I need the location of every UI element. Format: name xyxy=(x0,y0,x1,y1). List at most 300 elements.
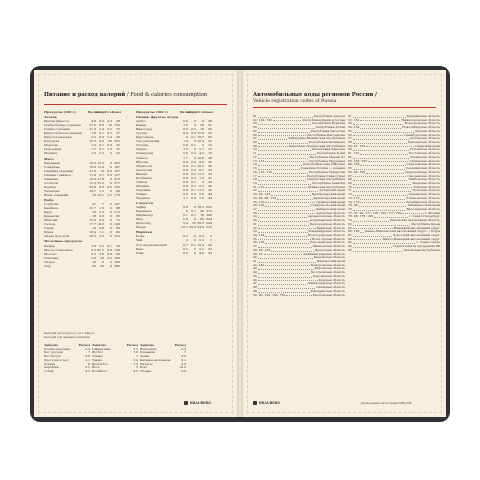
region-list-right xyxy=(348,115,440,253)
region-code: 18 xyxy=(253,177,257,182)
food-section-heading: Зелень xyxy=(44,115,57,120)
activity-table xyxy=(44,344,228,374)
region-code: 44 xyxy=(253,270,257,275)
region-code: 12 xyxy=(253,154,257,159)
food-value: 15 xyxy=(208,143,212,148)
activity-cell: Пилатес xyxy=(140,361,153,366)
region-code: 34, 134 xyxy=(253,233,265,237)
vehicle-title-en: Vehicle registration codes of Russia xyxy=(253,99,337,104)
food-value: 0 xyxy=(194,147,196,152)
food-value: 21.6 xyxy=(89,168,96,173)
food-header-cell: Угл. xyxy=(104,110,112,114)
food-value: 0.5 xyxy=(191,183,196,188)
food-name: Малина xyxy=(136,183,149,188)
food-value: 4.8 xyxy=(107,251,112,256)
food-value: 12 xyxy=(100,168,104,173)
food-value: 90 xyxy=(116,188,120,193)
activity-cell: Лыжи xyxy=(140,354,150,359)
food-value: 21 xyxy=(92,202,96,207)
region-code: 39, 91 xyxy=(253,251,263,256)
food-name: Минтай xyxy=(44,218,57,223)
region-name: Республика Адыгея xyxy=(313,114,345,118)
activity-cell: Прогулка в лесу xyxy=(44,357,70,362)
food-value: 15.9 xyxy=(89,218,96,223)
activity-header-cell: Расход xyxy=(174,343,186,347)
food-value: 1.4 xyxy=(183,139,188,144)
region-code: 86, 186 xyxy=(348,229,360,234)
dot-leader xyxy=(353,249,403,252)
region-name: Курганская область xyxy=(313,273,345,278)
dot-leader xyxy=(258,152,316,155)
region-name: Челябинская область xyxy=(405,199,440,204)
food-value: 0.8 xyxy=(183,191,188,196)
region-code: 94 xyxy=(348,244,352,249)
dot-leader xyxy=(353,137,409,140)
food-value: 16 xyxy=(92,192,96,197)
region-code: 43 xyxy=(253,266,257,271)
dot-leader xyxy=(258,275,312,278)
region-code: 02, 102, 702 xyxy=(253,117,273,122)
activity-cell: 5.2 xyxy=(181,346,186,351)
food-value: 0.9 xyxy=(99,218,104,223)
activity-header-cell: Расход xyxy=(78,343,90,347)
dot-leader xyxy=(258,163,302,166)
dot-leader xyxy=(366,145,414,148)
dot-leader xyxy=(360,152,407,155)
region-name: Вологодская область xyxy=(311,236,345,241)
food-value: 29.9 xyxy=(189,225,196,230)
region-code: 06 xyxy=(253,132,257,137)
region-name: Республика Крым xyxy=(411,221,440,226)
food-name: Сельдь xyxy=(44,222,56,227)
food-name: Морковь xyxy=(44,143,59,148)
region-name: Смоленская область xyxy=(407,173,440,178)
food-row xyxy=(44,234,120,238)
food-value: 0.5 xyxy=(191,171,196,176)
region-name: Удмуртская Республика xyxy=(306,177,345,182)
food-table-left xyxy=(44,110,120,268)
dot-leader xyxy=(271,193,311,196)
food-value: 0.1 xyxy=(191,143,196,148)
food-value: 0 xyxy=(194,250,196,255)
food-value: 0 xyxy=(186,209,188,214)
food-value: 1.1 xyxy=(183,195,188,200)
dot-leader xyxy=(264,253,303,256)
food-name: Апельсин xyxy=(136,167,152,172)
region-name: Рязанская область xyxy=(410,154,440,159)
food-value: 60 xyxy=(108,139,112,144)
food-name: Говядина xyxy=(44,164,60,169)
activity-cell: 4.5 xyxy=(181,361,186,366)
region-code: 73, 173 xyxy=(348,195,360,200)
food-value: 0.1 xyxy=(183,213,188,218)
dot-leader xyxy=(353,193,408,196)
region-code: 53 xyxy=(348,121,352,126)
region-name: г. Санкт-Петербург xyxy=(409,214,440,219)
region-code: 33 xyxy=(253,229,257,234)
food-value: 0.4 xyxy=(183,159,188,164)
region-code: 04 xyxy=(253,125,257,130)
food-value: 0.6 xyxy=(183,119,188,124)
food-value: 0.9 xyxy=(183,167,188,172)
food-name: Арбуз xyxy=(136,119,146,124)
activity-row xyxy=(44,370,228,374)
dot-leader xyxy=(258,223,309,226)
activity-cell: 6.5 xyxy=(85,365,90,370)
region-name: Республика Коми xyxy=(316,151,345,156)
food-name: Индейка (курица) xyxy=(44,168,74,173)
food-value: 49 xyxy=(208,191,212,196)
food-value: 1.7 xyxy=(91,147,96,152)
region-code: 35 xyxy=(253,236,257,241)
region-code: 37 xyxy=(253,244,257,249)
food-value: 1.3 xyxy=(183,147,188,152)
food-value: 18.2 xyxy=(89,234,96,239)
region-name: Республика Алтай xyxy=(315,125,345,130)
food-value: 7.6 xyxy=(199,195,204,200)
region-code: 71 xyxy=(348,188,352,193)
food-name: Грибы белые сушёные xyxy=(44,123,81,128)
region-code: 05 xyxy=(253,128,257,133)
food-value: 0.4 xyxy=(191,175,196,180)
region-code: 89 xyxy=(348,236,352,241)
food-value: 80 xyxy=(200,217,204,222)
food-value: 0 xyxy=(110,214,112,219)
food-value: 12.4 xyxy=(97,164,104,169)
region-code: 16, 116, 716 xyxy=(253,169,273,174)
region-name: Псковская область xyxy=(409,147,440,152)
food-header-cell: Продукты (100 г) xyxy=(44,110,76,114)
dot-leader xyxy=(258,130,310,133)
food-value: 34 xyxy=(208,179,212,184)
food-name: Пиво xyxy=(136,250,145,255)
region-name: Ульяновская область xyxy=(406,195,440,200)
food-name: Виноград xyxy=(136,127,152,132)
region-name: Нижегородская область xyxy=(401,117,440,122)
dot-leader xyxy=(359,204,407,207)
food-value: 18.9 xyxy=(89,164,96,169)
region-name: Московская область xyxy=(312,292,345,297)
region-name: Тамбовская область xyxy=(408,177,440,182)
region-name: Республика Тыва (Тува) xyxy=(307,173,345,178)
region-code: 26, 126 xyxy=(253,203,265,208)
activity-cell: 7.6 xyxy=(133,361,138,366)
food-value: 325 xyxy=(114,139,120,144)
region-name: Алтайский край xyxy=(319,188,345,193)
region-name: Тюменская область xyxy=(408,192,440,197)
food-value: 0.8 xyxy=(183,171,188,176)
food-value: 8.8 xyxy=(99,184,104,189)
food-row xyxy=(136,225,212,229)
food-value: 82 xyxy=(116,230,120,235)
food-row xyxy=(44,151,120,155)
dot-leader xyxy=(265,264,309,267)
food-name: Кофе xyxy=(136,234,145,239)
food-value: 79 xyxy=(200,213,204,218)
food-name: Сыроежки xyxy=(44,147,62,152)
region-code: 32 xyxy=(253,225,257,230)
region-name: Свердловская область xyxy=(404,169,440,174)
region-code: 92 xyxy=(348,240,352,245)
food-value: 11.3 xyxy=(197,187,204,192)
food-value: 0.9 xyxy=(183,187,188,192)
region-name: Томская область xyxy=(413,184,440,189)
food-section-heading: Сладости xyxy=(136,201,153,206)
region-code: 59, 81, 159 xyxy=(348,143,366,148)
food-value: 326 xyxy=(206,205,212,210)
right-page xyxy=(243,70,446,417)
dot-leader xyxy=(273,171,308,174)
region-name: Иркутская область xyxy=(314,247,345,252)
region-code: 38, 85, 138 xyxy=(253,247,271,252)
region-name: Республика Карелия xyxy=(311,147,345,152)
food-value: 296 xyxy=(206,213,212,218)
dot-leader xyxy=(265,186,306,189)
dot-leader xyxy=(265,160,308,163)
food-value: 78.5 xyxy=(197,205,204,210)
dot-leader xyxy=(258,227,316,230)
dot-leader xyxy=(353,238,382,241)
dot-leader xyxy=(366,171,403,174)
region-code: 62 xyxy=(348,154,352,159)
brand-logo-icon xyxy=(184,401,188,405)
food-row xyxy=(136,251,212,255)
activity-cell: Баскетбол xyxy=(92,361,108,366)
region-code: 19 xyxy=(253,180,257,185)
brand-logo-icon xyxy=(253,401,257,405)
food-value: 0 xyxy=(194,238,196,243)
brand-logo-text: BRAUBERG xyxy=(190,401,212,405)
dot-leader xyxy=(273,119,301,122)
food-section-heading: Напитки xyxy=(136,230,152,235)
region-name: Ненецкий автономный округ xyxy=(393,225,440,230)
activity-cell: Волейбол xyxy=(92,368,107,373)
activity-header-cell: Занятие xyxy=(140,343,154,347)
dot-leader xyxy=(258,219,309,222)
region-name: Приморский край xyxy=(316,199,345,204)
dot-leader xyxy=(258,230,308,233)
region-name: Липецкая область xyxy=(316,285,345,290)
food-value: 544 xyxy=(206,221,212,226)
dot-leader xyxy=(258,122,311,125)
activity-cell: 9.8 xyxy=(85,354,90,359)
food-value: 0 xyxy=(110,263,112,268)
food-value: 2.2 xyxy=(107,192,112,197)
food-name: Груша xyxy=(136,131,147,136)
food-value: 11.3 xyxy=(197,171,204,176)
region-code: 13, 113 xyxy=(253,158,265,163)
dot-leader xyxy=(353,219,389,222)
food-value: 0 xyxy=(194,234,196,239)
food-name: Брюки (Брюсс) xyxy=(44,119,69,124)
region-list-left xyxy=(253,115,345,297)
food-value: 0.1 xyxy=(99,143,104,148)
food-name: Шпинат xyxy=(44,151,58,156)
food-name: Шоколад xyxy=(136,221,151,226)
region-code: 65 xyxy=(348,166,352,171)
dot-leader xyxy=(258,256,313,259)
food-value: 203 xyxy=(114,160,120,165)
food-value: 5.4 xyxy=(183,221,188,226)
region-code: 87 xyxy=(348,233,352,237)
region-name: Самарская область xyxy=(409,158,440,163)
dot-leader xyxy=(258,282,306,285)
food-value: 84 xyxy=(116,226,120,231)
food-value: 0 xyxy=(110,180,112,185)
food-name: Телятина xyxy=(44,188,60,193)
food-value: 0.3 xyxy=(199,238,204,243)
region-code: 58 xyxy=(348,140,352,145)
dot-leader xyxy=(258,145,288,148)
food-name: Капуста белокочанная xyxy=(44,131,82,136)
food-value: 10.9 xyxy=(197,131,204,136)
food-value: 3.6 xyxy=(99,251,104,256)
food-value: 748 xyxy=(114,247,120,252)
activity-cell: Бег трусцой xyxy=(44,350,63,355)
food-value: 0.5 xyxy=(91,247,96,252)
food-header-cell: Угл. xyxy=(196,110,204,114)
food-value: 4.3 xyxy=(107,119,112,124)
region-row xyxy=(348,249,440,253)
food-value: 43 xyxy=(208,167,212,172)
food-value: 206 xyxy=(114,255,120,260)
food-value: 41 xyxy=(208,175,212,180)
food-value: 0.1 xyxy=(191,242,196,247)
food-value: 0.2 xyxy=(183,246,188,251)
food-header-cell: Ккал xyxy=(112,110,122,114)
food-section-heading: Овощи, фрукты, ягоды xyxy=(136,115,179,120)
food-name: Творог xyxy=(44,259,56,264)
food-header-cell: Белк. xyxy=(88,110,99,114)
food-value: 2 xyxy=(186,135,188,140)
food-value: 246 xyxy=(114,222,120,227)
region-code: 77, 97, 99, 177, 197, 199, 777, 799 xyxy=(348,210,402,215)
region-name: Калининградская область xyxy=(303,251,345,256)
food-value: 91 xyxy=(208,123,212,128)
region-name: Астраханская область xyxy=(309,218,345,223)
region-code: 11 xyxy=(253,151,257,156)
region-code: 57 xyxy=(348,136,352,141)
activity-cell: Танцы xyxy=(92,357,102,362)
region-name: Брянская область xyxy=(316,225,345,230)
food-value: 0.9 xyxy=(183,163,188,168)
food-value: 0.2 xyxy=(183,234,188,239)
food-table-right xyxy=(136,110,212,255)
region-name: Республика Татарстан xyxy=(309,169,345,174)
region-code: 40 xyxy=(253,255,257,260)
activity-cell: 7 xyxy=(136,354,138,359)
food-value: 4.1 xyxy=(107,243,112,248)
food-value: 82.5 xyxy=(97,247,104,252)
region-code: 68 xyxy=(348,177,352,182)
activity-cell: Уборка xyxy=(140,368,151,373)
dot-leader xyxy=(258,126,315,129)
dot-leader xyxy=(258,208,315,211)
left-page xyxy=(34,70,237,417)
dot-leader xyxy=(265,234,307,237)
food-value: 0.8 xyxy=(183,143,188,148)
dot-leader xyxy=(353,245,392,248)
food-page-title xyxy=(44,92,207,98)
food-value: 1.5 xyxy=(183,123,188,128)
food-value: 0 xyxy=(110,230,112,235)
food-value: 16.4 xyxy=(89,176,96,181)
food-value: 375 xyxy=(206,209,212,214)
food-value: 4.7 xyxy=(107,131,112,136)
dot-leader xyxy=(353,189,411,192)
food-value: 2.5 xyxy=(107,127,112,132)
food-value: 52 xyxy=(208,171,212,176)
region-code: 74, 174 xyxy=(348,199,360,204)
food-value: 0 xyxy=(194,205,196,210)
food-value: 45 xyxy=(208,159,212,164)
food-value: 43 xyxy=(208,250,212,255)
brand-logo-text: BRAUBERG xyxy=(259,401,281,405)
activity-cell: Плавание xyxy=(140,350,155,355)
food-name: Кукуруза xyxy=(44,139,60,144)
dot-leader xyxy=(353,178,407,181)
food-title-ru: Питание и расход калорий xyxy=(44,92,126,98)
title-underline xyxy=(44,104,227,105)
food-name: Баранина xyxy=(44,160,60,165)
food-value: 2 xyxy=(210,234,212,239)
dot-leader xyxy=(353,122,404,125)
food-name: Клубника xyxy=(136,175,152,180)
region-name: Республика Ингушетия xyxy=(307,132,345,137)
food-name: Мармелад xyxy=(136,213,153,218)
food-header-cell: Белк. xyxy=(180,110,191,114)
food-value: 9.6 xyxy=(199,191,204,196)
region-code: 75, 80 xyxy=(348,203,358,208)
region-name: Орловская область xyxy=(409,136,440,141)
food-name: Лимон xyxy=(136,179,147,184)
food-name: Камбала xyxy=(44,206,59,211)
region-code: 09 xyxy=(253,143,257,148)
food-value: 22 xyxy=(116,151,120,156)
food-row xyxy=(136,196,212,200)
food-value: 0 xyxy=(110,222,112,227)
activity-cell: 7 xyxy=(88,350,90,355)
region-name: Сахалинская область xyxy=(406,166,440,171)
food-value: 1.5 xyxy=(107,147,112,152)
dot-leader xyxy=(353,186,413,189)
food-value: 0.1 xyxy=(191,187,196,192)
region-name: Республика Дагестан xyxy=(310,128,345,133)
region-code: 66, 96, 196 xyxy=(348,169,366,174)
food-value: 20.8 xyxy=(89,184,96,189)
food-value: 10.4 xyxy=(197,242,204,247)
region-name: Республика Саха (Якутия) xyxy=(302,162,345,167)
food-value: 127 xyxy=(114,172,120,177)
food-name: Квас xyxy=(136,246,144,251)
dot-leader xyxy=(360,119,400,122)
food-name: Судак xyxy=(44,226,54,231)
food-name: Картофель xyxy=(136,135,154,140)
dot-leader xyxy=(353,134,403,137)
food-name: Чай xyxy=(136,238,143,243)
food-value: 0 xyxy=(110,164,112,169)
food-name: Молоко xyxy=(44,251,57,256)
region-name: Саратовская область xyxy=(406,162,440,167)
region-code: 48 xyxy=(253,285,257,290)
activity-cell: 3 xyxy=(136,365,138,370)
region-code: 70 xyxy=(348,184,352,189)
food-value: 16 xyxy=(92,210,96,215)
food-value: 44 xyxy=(208,195,212,200)
food-name: Халва xyxy=(136,225,146,230)
region-name: Курская область xyxy=(318,277,345,282)
activity-cell: Гимнастика xyxy=(92,346,111,351)
